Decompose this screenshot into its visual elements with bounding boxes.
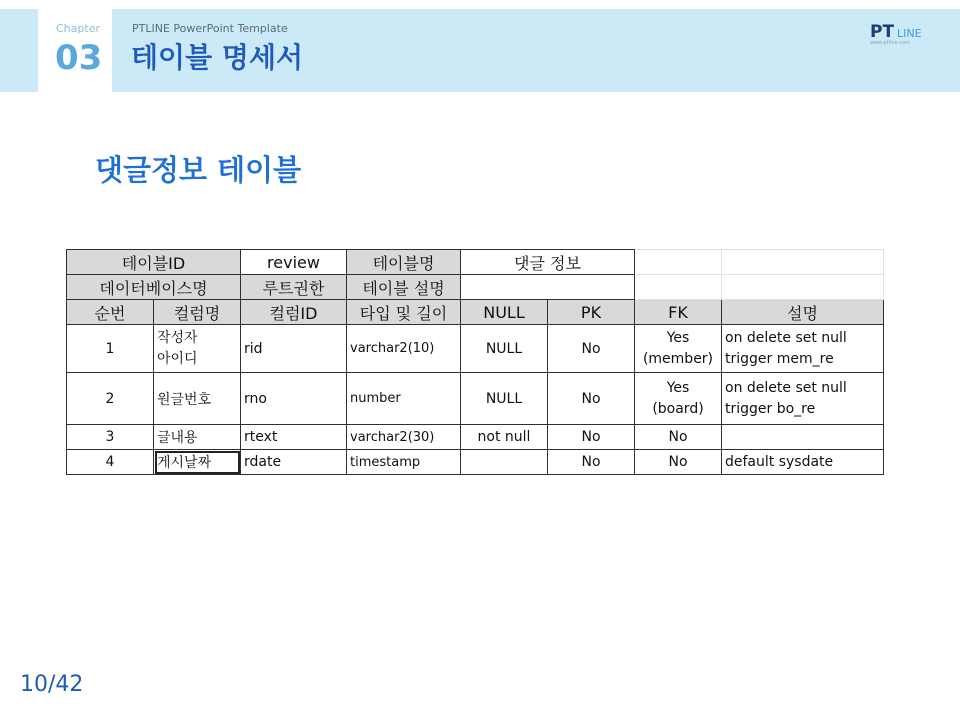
column-header: 순번	[67, 300, 154, 325]
cell-null[interactable]: NULL	[461, 373, 548, 425]
column-header: FK	[635, 300, 722, 325]
cell-type[interactable]: varchar2(30)	[347, 425, 461, 450]
cell-pk[interactable]: No	[548, 373, 635, 425]
cell-column-name-selected[interactable]: 게시날짜	[154, 450, 241, 475]
cell-null[interactable]: NULL	[461, 325, 548, 373]
cell-description[interactable]: on delete set null trigger bo_re	[722, 373, 884, 425]
cell-seq[interactable]: 1	[67, 325, 154, 373]
table-spec	[66, 249, 884, 475]
meta-row-2	[67, 275, 884, 300]
cell-null[interactable]	[461, 450, 548, 475]
table-row	[67, 450, 884, 475]
column-header: 컬럼명	[154, 300, 241, 325]
cell-pk[interactable]: No	[548, 450, 635, 475]
empty-cell[interactable]	[635, 275, 722, 300]
cell-column-id[interactable]: rtext	[241, 425, 347, 450]
root-permission-label: 루트권한	[241, 275, 347, 300]
empty-cell[interactable]	[722, 275, 884, 300]
meta-row-1	[67, 250, 884, 275]
logo-url-text: www.ptline.com	[870, 40, 910, 46]
cell-column-id[interactable]: rno	[241, 373, 347, 425]
cell-pk[interactable]: No	[548, 425, 635, 450]
template-name: PTLINE PowerPoint Template	[132, 22, 288, 35]
column-header: 설명	[722, 300, 884, 325]
cell-column-name[interactable]: 작성자 아이디	[154, 325, 241, 373]
cell-column-name[interactable]: 원글번호	[154, 373, 241, 425]
cell-type[interactable]: number	[347, 373, 461, 425]
table-name-label: 테이블명	[347, 250, 461, 275]
logo-line-text: LINE	[897, 27, 922, 40]
cell-seq[interactable]: 2	[67, 373, 154, 425]
table-name-value[interactable]: 댓글 정보	[461, 250, 635, 275]
cell-column-id[interactable]: rdate	[241, 450, 347, 475]
cell-fk[interactable]: No	[635, 450, 722, 475]
cell-fk[interactable]: Yes (member)	[635, 325, 722, 373]
table-id-value[interactable]: review	[241, 250, 347, 275]
ptline-logo	[870, 22, 930, 48]
page-number: 10/42	[20, 672, 84, 697]
cell-description[interactable]: on delete set null trigger mem_re	[722, 325, 884, 373]
cell-description[interactable]: default sysdate	[722, 450, 884, 475]
cell-fk[interactable]: No	[635, 425, 722, 450]
table-row	[67, 373, 884, 425]
section-title: 댓글정보 테이블	[95, 153, 302, 187]
empty-cell[interactable]	[722, 250, 884, 275]
cell-column-id[interactable]: rid	[241, 325, 347, 373]
table-row	[67, 425, 884, 450]
column-header: 컬럼ID	[241, 300, 347, 325]
table-desc-label: 테이블 설명	[347, 275, 461, 300]
cell-null[interactable]: not null	[461, 425, 548, 450]
logo-pt-text: PT	[870, 22, 895, 42]
cell-fk[interactable]: Yes (board)	[635, 373, 722, 425]
database-name-label: 데이터베이스명	[67, 275, 241, 300]
cell-type[interactable]: timestamp	[347, 450, 461, 475]
empty-cell[interactable]	[635, 250, 722, 275]
page-title: 테이블 명세서	[131, 41, 304, 74]
column-header-row	[67, 300, 884, 325]
chapter-label: Chapter	[56, 22, 100, 35]
table-id-label: 테이블ID	[67, 250, 241, 275]
chapter-number: 03	[55, 38, 103, 78]
column-header: NULL	[461, 300, 548, 325]
cell-description[interactable]	[722, 425, 884, 450]
column-header: 타입 및 길이	[347, 300, 461, 325]
cell-seq[interactable]: 4	[67, 450, 154, 475]
cell-type[interactable]: varchar2(10)	[347, 325, 461, 373]
column-header: PK	[548, 300, 635, 325]
table-desc-value[interactable]	[461, 275, 635, 300]
cell-seq[interactable]: 3	[67, 425, 154, 450]
cell-column-name[interactable]: 글내용	[154, 425, 241, 450]
table-row	[67, 325, 884, 373]
cell-pk[interactable]: No	[548, 325, 635, 373]
